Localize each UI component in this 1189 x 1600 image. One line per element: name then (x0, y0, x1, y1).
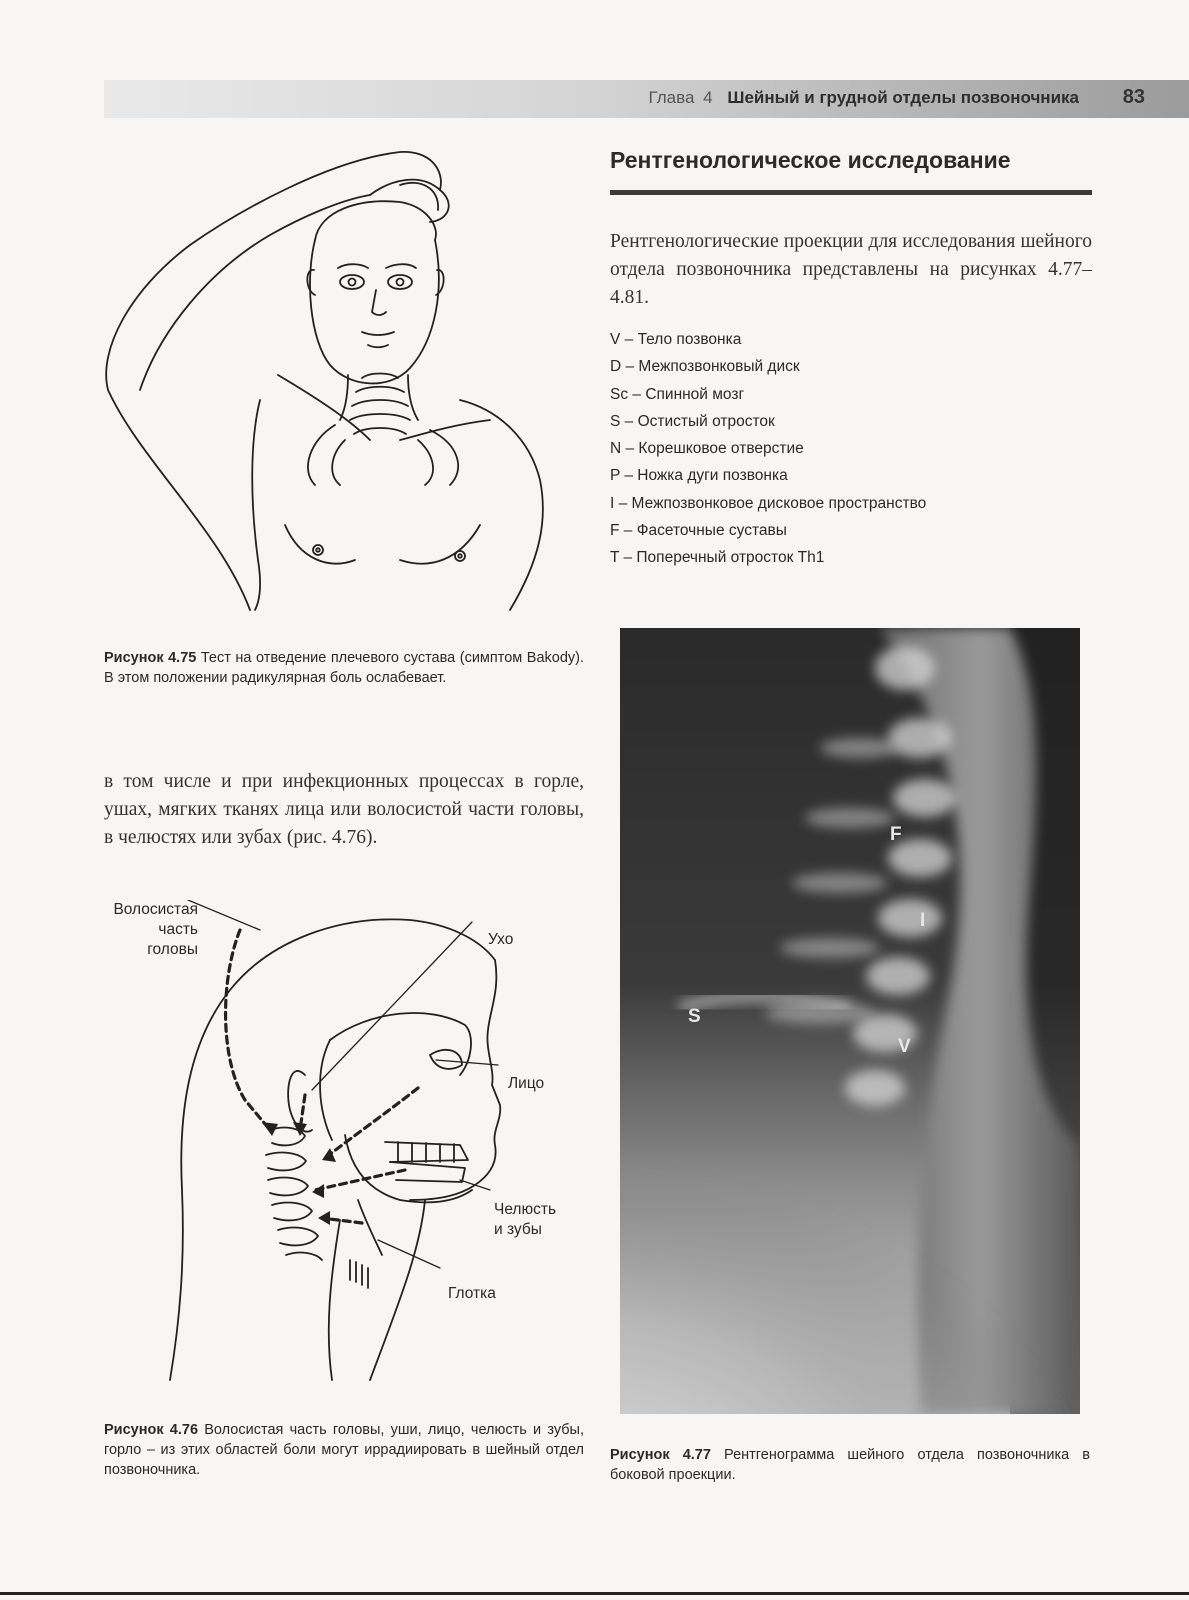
legend-item: N – Корешковое отверстие (610, 440, 804, 458)
label-jaw (494, 1200, 556, 1240)
figure-4-76-caption (104, 1420, 584, 1480)
label-scalp-line-2: часть (158, 921, 198, 938)
legend-item: P – Ножка дуги позвонка (610, 467, 788, 485)
label-scalp-line-3: головы (147, 941, 198, 958)
legend-item: Sc – Спинной мозг (610, 385, 745, 403)
legend-item: F – Фасеточные суставы (610, 522, 787, 540)
figure-4-76-caption-text: Волосистая часть головы, уши, лицо, челюсть и зубы, горло – из этих областей боли могут иррадиировать в шейный отдел позвоночника. (104, 1422, 584, 1478)
figure-4-76-number: Рисунок 4.76 (104, 1422, 199, 1438)
section-intro: Рентгенологические проекции для исследования шейного отдела позвоночника представлены на рисунках 4.77–4.81. (610, 231, 1092, 308)
figure-4-75-caption (104, 648, 584, 688)
figure-4-77-caption (610, 1445, 1090, 1485)
page-number: 83 (1122, 86, 1145, 108)
xray-label-f: F (890, 824, 902, 845)
title-rule (610, 190, 1092, 195)
legend-item: T – Поперечный отросток Th1 (610, 549, 825, 567)
xray-label-v: V (898, 1036, 911, 1057)
label-throat: Глотка (448, 1285, 496, 1302)
figure-4-77-caption-text: Рентгенограмма шейного отдела позвоночника в боковой проекции. (610, 1447, 1090, 1483)
xray-label-s: S (688, 1006, 701, 1027)
figure-4-75-caption-text: Тест на отведение плечевого сустава (симптом Bakody). В этом положении радикулярная боль ослабевает. (104, 650, 584, 686)
legend-item: D – Межпозвонковый диск (610, 358, 800, 376)
legend-item: I – Межпозвонковое дисковое пространство (610, 494, 927, 512)
figure-4-75-number: Рисунок 4.75 (104, 650, 197, 666)
xray-label-i: I (920, 910, 926, 931)
label-ear: Ухо (488, 931, 514, 948)
figure-4-77-number: Рисунок 4.77 (610, 1447, 711, 1463)
legend-item: V – Тело позвонка (610, 331, 742, 348)
section-title: Рентгенологическое исследование (610, 147, 1011, 173)
label-scalp-line-1: Волосистая (113, 901, 198, 918)
chapter-word: Глава (648, 88, 695, 107)
bottom-rule (0, 1592, 1189, 1595)
chapter-title: Шейный и грудной отделы позвоночника (727, 88, 1079, 107)
figure-4-76-illustration (100, 900, 580, 1400)
label-scalp (104, 900, 198, 960)
label-jaw-line-1: Челюсть (494, 1201, 557, 1218)
chapter-number: 4 (703, 88, 713, 107)
label-jaw-line-2: и зубы (494, 1221, 542, 1238)
abbreviation-legend (610, 326, 926, 572)
figure-4-75-illustration (100, 140, 590, 620)
legend-item: S – Остистый отросток (610, 412, 775, 430)
label-face: Лицо (508, 1075, 545, 1092)
body-paragraph: в том числе и при инфекционных процессах в горле, ушах, мягких тканях лица или волосистой части головы, в челюстях или зубах (рис. 4.76). (104, 771, 584, 848)
figure-4-77-xray (620, 628, 1080, 1414)
running-header (649, 88, 1080, 108)
